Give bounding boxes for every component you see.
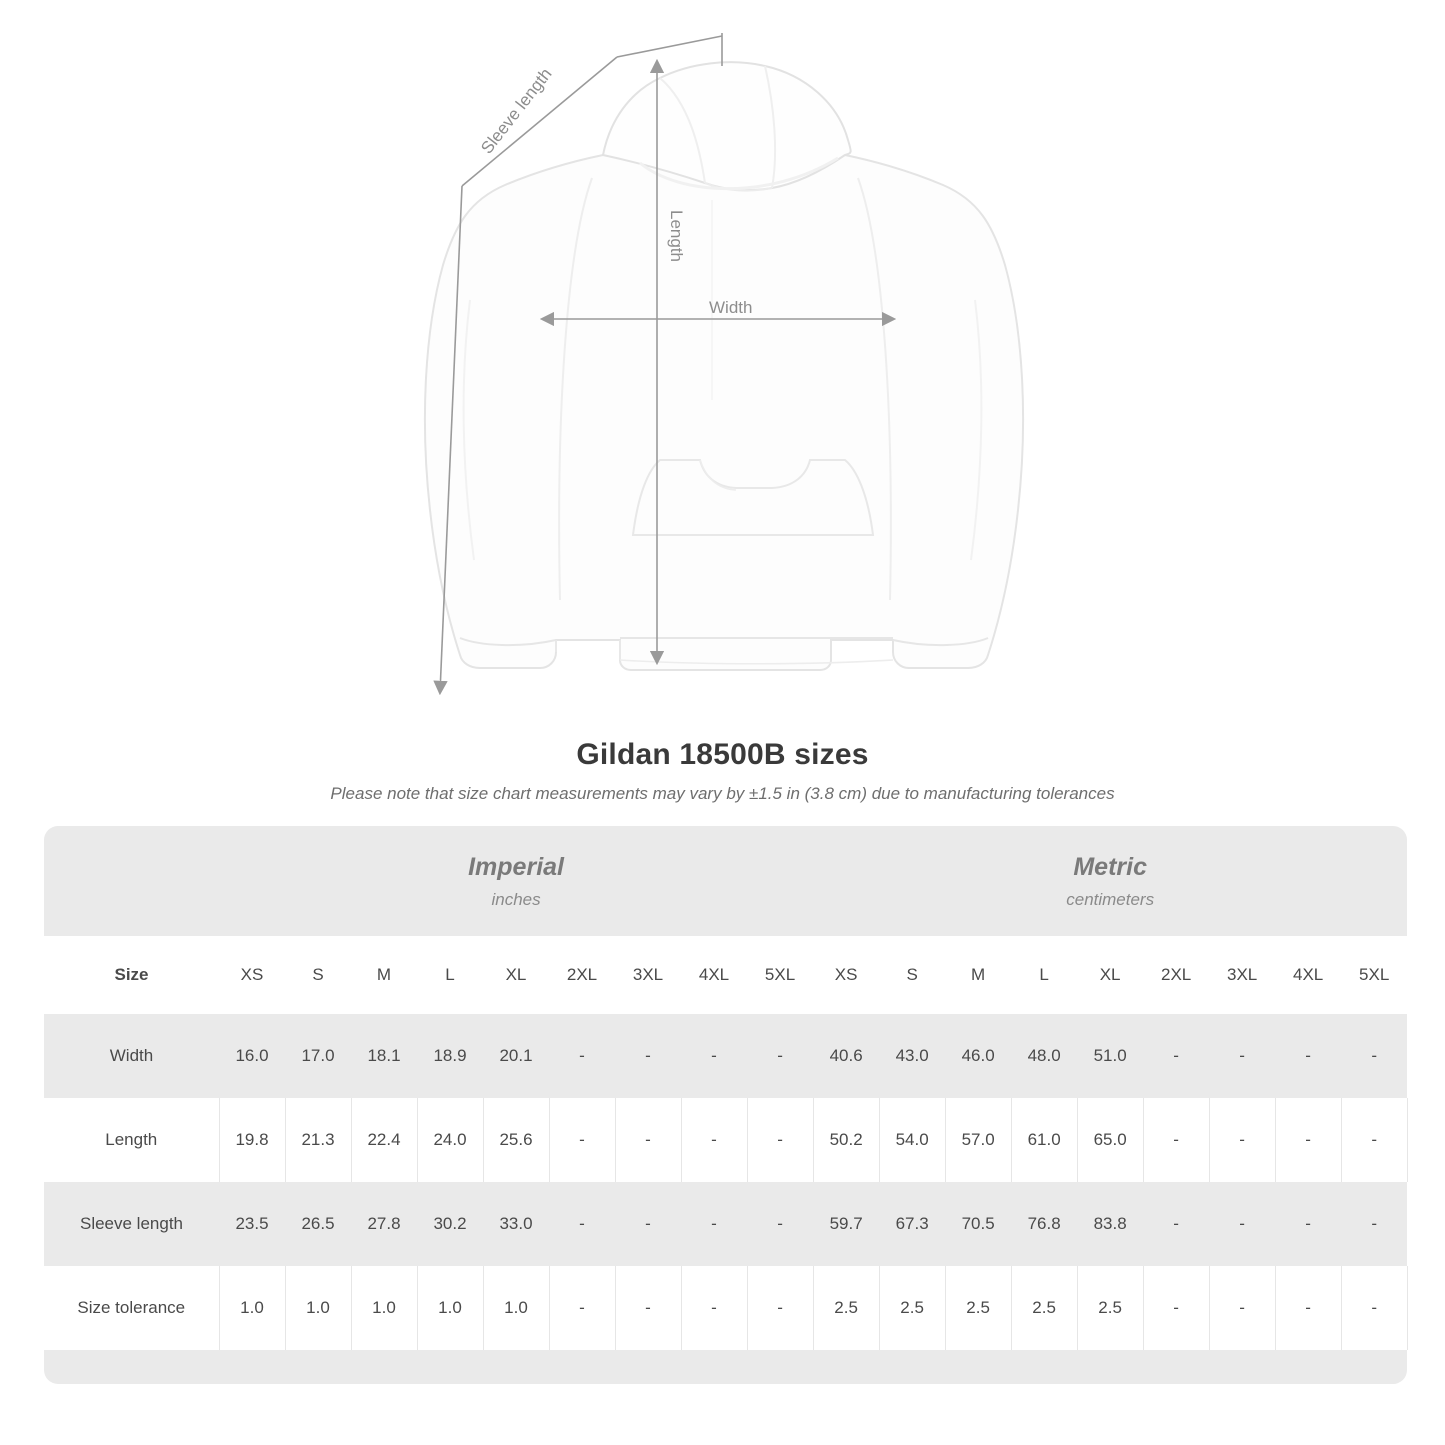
size-table bbox=[44, 826, 1408, 1384]
cell-sleeve-imperial-2xl: - bbox=[549, 1182, 615, 1266]
cell-tolerance-imperial-5xl: - bbox=[747, 1266, 813, 1350]
cell-sleeve-imperial-m: 27.8 bbox=[351, 1182, 417, 1266]
size-header-imperial-m: M bbox=[351, 936, 417, 1014]
cell-width-imperial-3xl: - bbox=[615, 1014, 681, 1098]
tolerance-note: Please note that size chart measurements may vary by ±1.5 in (3.8 cm) due to manufacturing tolerances bbox=[330, 784, 1115, 803]
cell-sleeve-imperial-l: 30.2 bbox=[417, 1182, 483, 1266]
unit-header-row bbox=[44, 826, 1407, 936]
cell-width-imperial-m: 18.1 bbox=[351, 1014, 417, 1098]
cell-tolerance-metric-m: 2.5 bbox=[945, 1266, 1011, 1350]
cell-length-imperial-s: 21.3 bbox=[285, 1098, 351, 1182]
cell-width-metric-4xl: - bbox=[1275, 1014, 1341, 1098]
cell-width-metric-l: 48.0 bbox=[1011, 1014, 1077, 1098]
cell-length-metric-xl: 65.0 bbox=[1077, 1098, 1143, 1182]
unit-imperial-cell bbox=[219, 826, 813, 936]
cell-sleeve-metric-m: 70.5 bbox=[945, 1182, 1011, 1266]
size-header-imperial-xs: XS bbox=[219, 936, 285, 1014]
size-header-metric-xs: XS bbox=[813, 936, 879, 1014]
row-label-sleeve-length: Sleeve length bbox=[44, 1182, 219, 1266]
cell-tolerance-metric-5xl: - bbox=[1341, 1266, 1407, 1350]
cell-width-metric-m: 46.0 bbox=[945, 1014, 1011, 1098]
size-header-label: Size bbox=[44, 936, 219, 1014]
cell-length-imperial-l: 24.0 bbox=[417, 1098, 483, 1182]
footer-cell-right bbox=[1341, 1350, 1407, 1384]
unit-imperial-name: Imperial bbox=[468, 853, 564, 882]
cell-width-imperial-xl: 20.1 bbox=[483, 1014, 549, 1098]
size-header-imperial-xl: XL bbox=[483, 936, 549, 1014]
cell-width-imperial-4xl: - bbox=[681, 1014, 747, 1098]
cell-length-metric-xs: 50.2 bbox=[813, 1098, 879, 1182]
size-header-metric-s: S bbox=[879, 936, 945, 1014]
size-header-imperial-3xl: 3XL bbox=[615, 936, 681, 1014]
unit-metric-sub: centimeters bbox=[1066, 889, 1155, 909]
cell-length-imperial-xs: 19.8 bbox=[219, 1098, 285, 1182]
cell-length-imperial-4xl: - bbox=[681, 1098, 747, 1182]
cell-sleeve-imperial-s: 26.5 bbox=[285, 1182, 351, 1266]
size-header-imperial-2xl: 2XL bbox=[549, 936, 615, 1014]
table-row bbox=[44, 1014, 1407, 1098]
cell-width-imperial-2xl: - bbox=[549, 1014, 615, 1098]
row-label-width: Width bbox=[44, 1014, 219, 1098]
cell-sleeve-metric-xs: 59.7 bbox=[813, 1182, 879, 1266]
table-row bbox=[44, 1182, 1407, 1266]
page-title: Gildan 18500B sizes bbox=[576, 738, 869, 771]
cell-tolerance-imperial-4xl: - bbox=[681, 1266, 747, 1350]
cell-sleeve-metric-l: 76.8 bbox=[1011, 1182, 1077, 1266]
cell-length-imperial-3xl: - bbox=[615, 1098, 681, 1182]
cell-length-imperial-xl: 25.6 bbox=[483, 1098, 549, 1182]
cell-length-imperial-m: 22.4 bbox=[351, 1098, 417, 1182]
cell-tolerance-metric-s: 2.5 bbox=[879, 1266, 945, 1350]
cell-tolerance-imperial-3xl: - bbox=[615, 1266, 681, 1350]
unit-metric-name: Metric bbox=[1073, 853, 1147, 882]
row-label-length: Length bbox=[44, 1098, 219, 1182]
cell-width-imperial-s: 17.0 bbox=[285, 1014, 351, 1098]
cell-width-imperial-l: 18.9 bbox=[417, 1014, 483, 1098]
cell-length-metric-5xl: - bbox=[1341, 1098, 1407, 1182]
cell-tolerance-imperial-xs: 1.0 bbox=[219, 1266, 285, 1350]
size-header-row bbox=[44, 936, 1407, 1014]
cell-sleeve-metric-5xl: - bbox=[1341, 1182, 1407, 1266]
cell-length-metric-3xl: - bbox=[1209, 1098, 1275, 1182]
cell-length-metric-2xl: - bbox=[1143, 1098, 1209, 1182]
cell-width-imperial-5xl: - bbox=[747, 1014, 813, 1098]
size-header-metric-3xl: 3XL bbox=[1209, 936, 1275, 1014]
cell-tolerance-metric-xl: 2.5 bbox=[1077, 1266, 1143, 1350]
cell-width-imperial-xs: 16.0 bbox=[219, 1014, 285, 1098]
size-header-metric-xl: XL bbox=[1077, 936, 1143, 1014]
cell-sleeve-metric-xl: 83.8 bbox=[1077, 1182, 1143, 1266]
cell-tolerance-imperial-l: 1.0 bbox=[417, 1266, 483, 1350]
cell-length-metric-4xl: - bbox=[1275, 1098, 1341, 1182]
size-header-imperial-4xl: 4XL bbox=[681, 936, 747, 1014]
sleeve-length-label: Sleeve length bbox=[477, 64, 556, 158]
length-label: Length bbox=[667, 210, 686, 262]
cell-width-metric-xs: 40.6 bbox=[813, 1014, 879, 1098]
cell-length-metric-m: 57.0 bbox=[945, 1098, 1011, 1182]
cell-width-metric-5xl: - bbox=[1341, 1014, 1407, 1098]
cell-tolerance-metric-xs: 2.5 bbox=[813, 1266, 879, 1350]
cell-tolerance-metric-3xl: - bbox=[1209, 1266, 1275, 1350]
size-header-metric-m: M bbox=[945, 936, 1011, 1014]
cell-sleeve-metric-2xl: - bbox=[1143, 1182, 1209, 1266]
size-table-wrapper bbox=[44, 826, 1401, 1384]
cell-sleeve-imperial-xs: 23.5 bbox=[219, 1182, 285, 1266]
size-header-metric-l: L bbox=[1011, 936, 1077, 1014]
table-footer-row bbox=[44, 1350, 1407, 1384]
cell-tolerance-imperial-m: 1.0 bbox=[351, 1266, 417, 1350]
cell-sleeve-imperial-xl: 33.0 bbox=[483, 1182, 549, 1266]
footer-cell-left bbox=[44, 1350, 219, 1384]
row-label-size-tolerance: Size tolerance bbox=[44, 1266, 219, 1350]
cell-tolerance-metric-4xl: - bbox=[1275, 1266, 1341, 1350]
cell-sleeve-imperial-4xl: - bbox=[681, 1182, 747, 1266]
size-header-metric-5xl: 5XL bbox=[1341, 936, 1407, 1014]
unit-imperial-sub: inches bbox=[491, 889, 541, 909]
table-row bbox=[44, 1266, 1407, 1350]
size-header-imperial-5xl: 5XL bbox=[747, 936, 813, 1014]
unit-spacer-cell bbox=[44, 826, 219, 936]
cell-width-metric-xl: 51.0 bbox=[1077, 1014, 1143, 1098]
width-label: Width bbox=[709, 298, 753, 317]
cell-tolerance-imperial-s: 1.0 bbox=[285, 1266, 351, 1350]
cell-length-imperial-2xl: - bbox=[549, 1098, 615, 1182]
hoodie-graphic bbox=[425, 62, 1023, 670]
cell-tolerance-imperial-2xl: - bbox=[549, 1266, 615, 1350]
unit-metric-cell bbox=[813, 826, 1407, 936]
cell-sleeve-metric-3xl: - bbox=[1209, 1182, 1275, 1266]
cell-width-metric-2xl: - bbox=[1143, 1014, 1209, 1098]
cell-sleeve-imperial-5xl: - bbox=[747, 1182, 813, 1266]
cell-sleeve-imperial-3xl: - bbox=[615, 1182, 681, 1266]
size-header-metric-2xl: 2XL bbox=[1143, 936, 1209, 1014]
cell-sleeve-metric-4xl: - bbox=[1275, 1182, 1341, 1266]
cell-tolerance-imperial-xl: 1.0 bbox=[483, 1266, 549, 1350]
size-header-imperial-s: S bbox=[285, 936, 351, 1014]
cell-tolerance-metric-l: 2.5 bbox=[1011, 1266, 1077, 1350]
size-header-imperial-l: L bbox=[417, 936, 483, 1014]
cell-length-metric-l: 61.0 bbox=[1011, 1098, 1077, 1182]
size-header-metric-4xl: 4XL bbox=[1275, 936, 1341, 1014]
chart-heading bbox=[0, 738, 1445, 804]
cell-length-imperial-5xl: - bbox=[747, 1098, 813, 1182]
footer-cell-mid bbox=[219, 1350, 1341, 1384]
table-row bbox=[44, 1098, 1407, 1182]
cell-width-metric-s: 43.0 bbox=[879, 1014, 945, 1098]
cell-width-metric-3xl: - bbox=[1209, 1014, 1275, 1098]
cell-tolerance-metric-2xl: - bbox=[1143, 1266, 1209, 1350]
cell-length-metric-s: 54.0 bbox=[879, 1098, 945, 1182]
cell-sleeve-metric-s: 67.3 bbox=[879, 1182, 945, 1266]
